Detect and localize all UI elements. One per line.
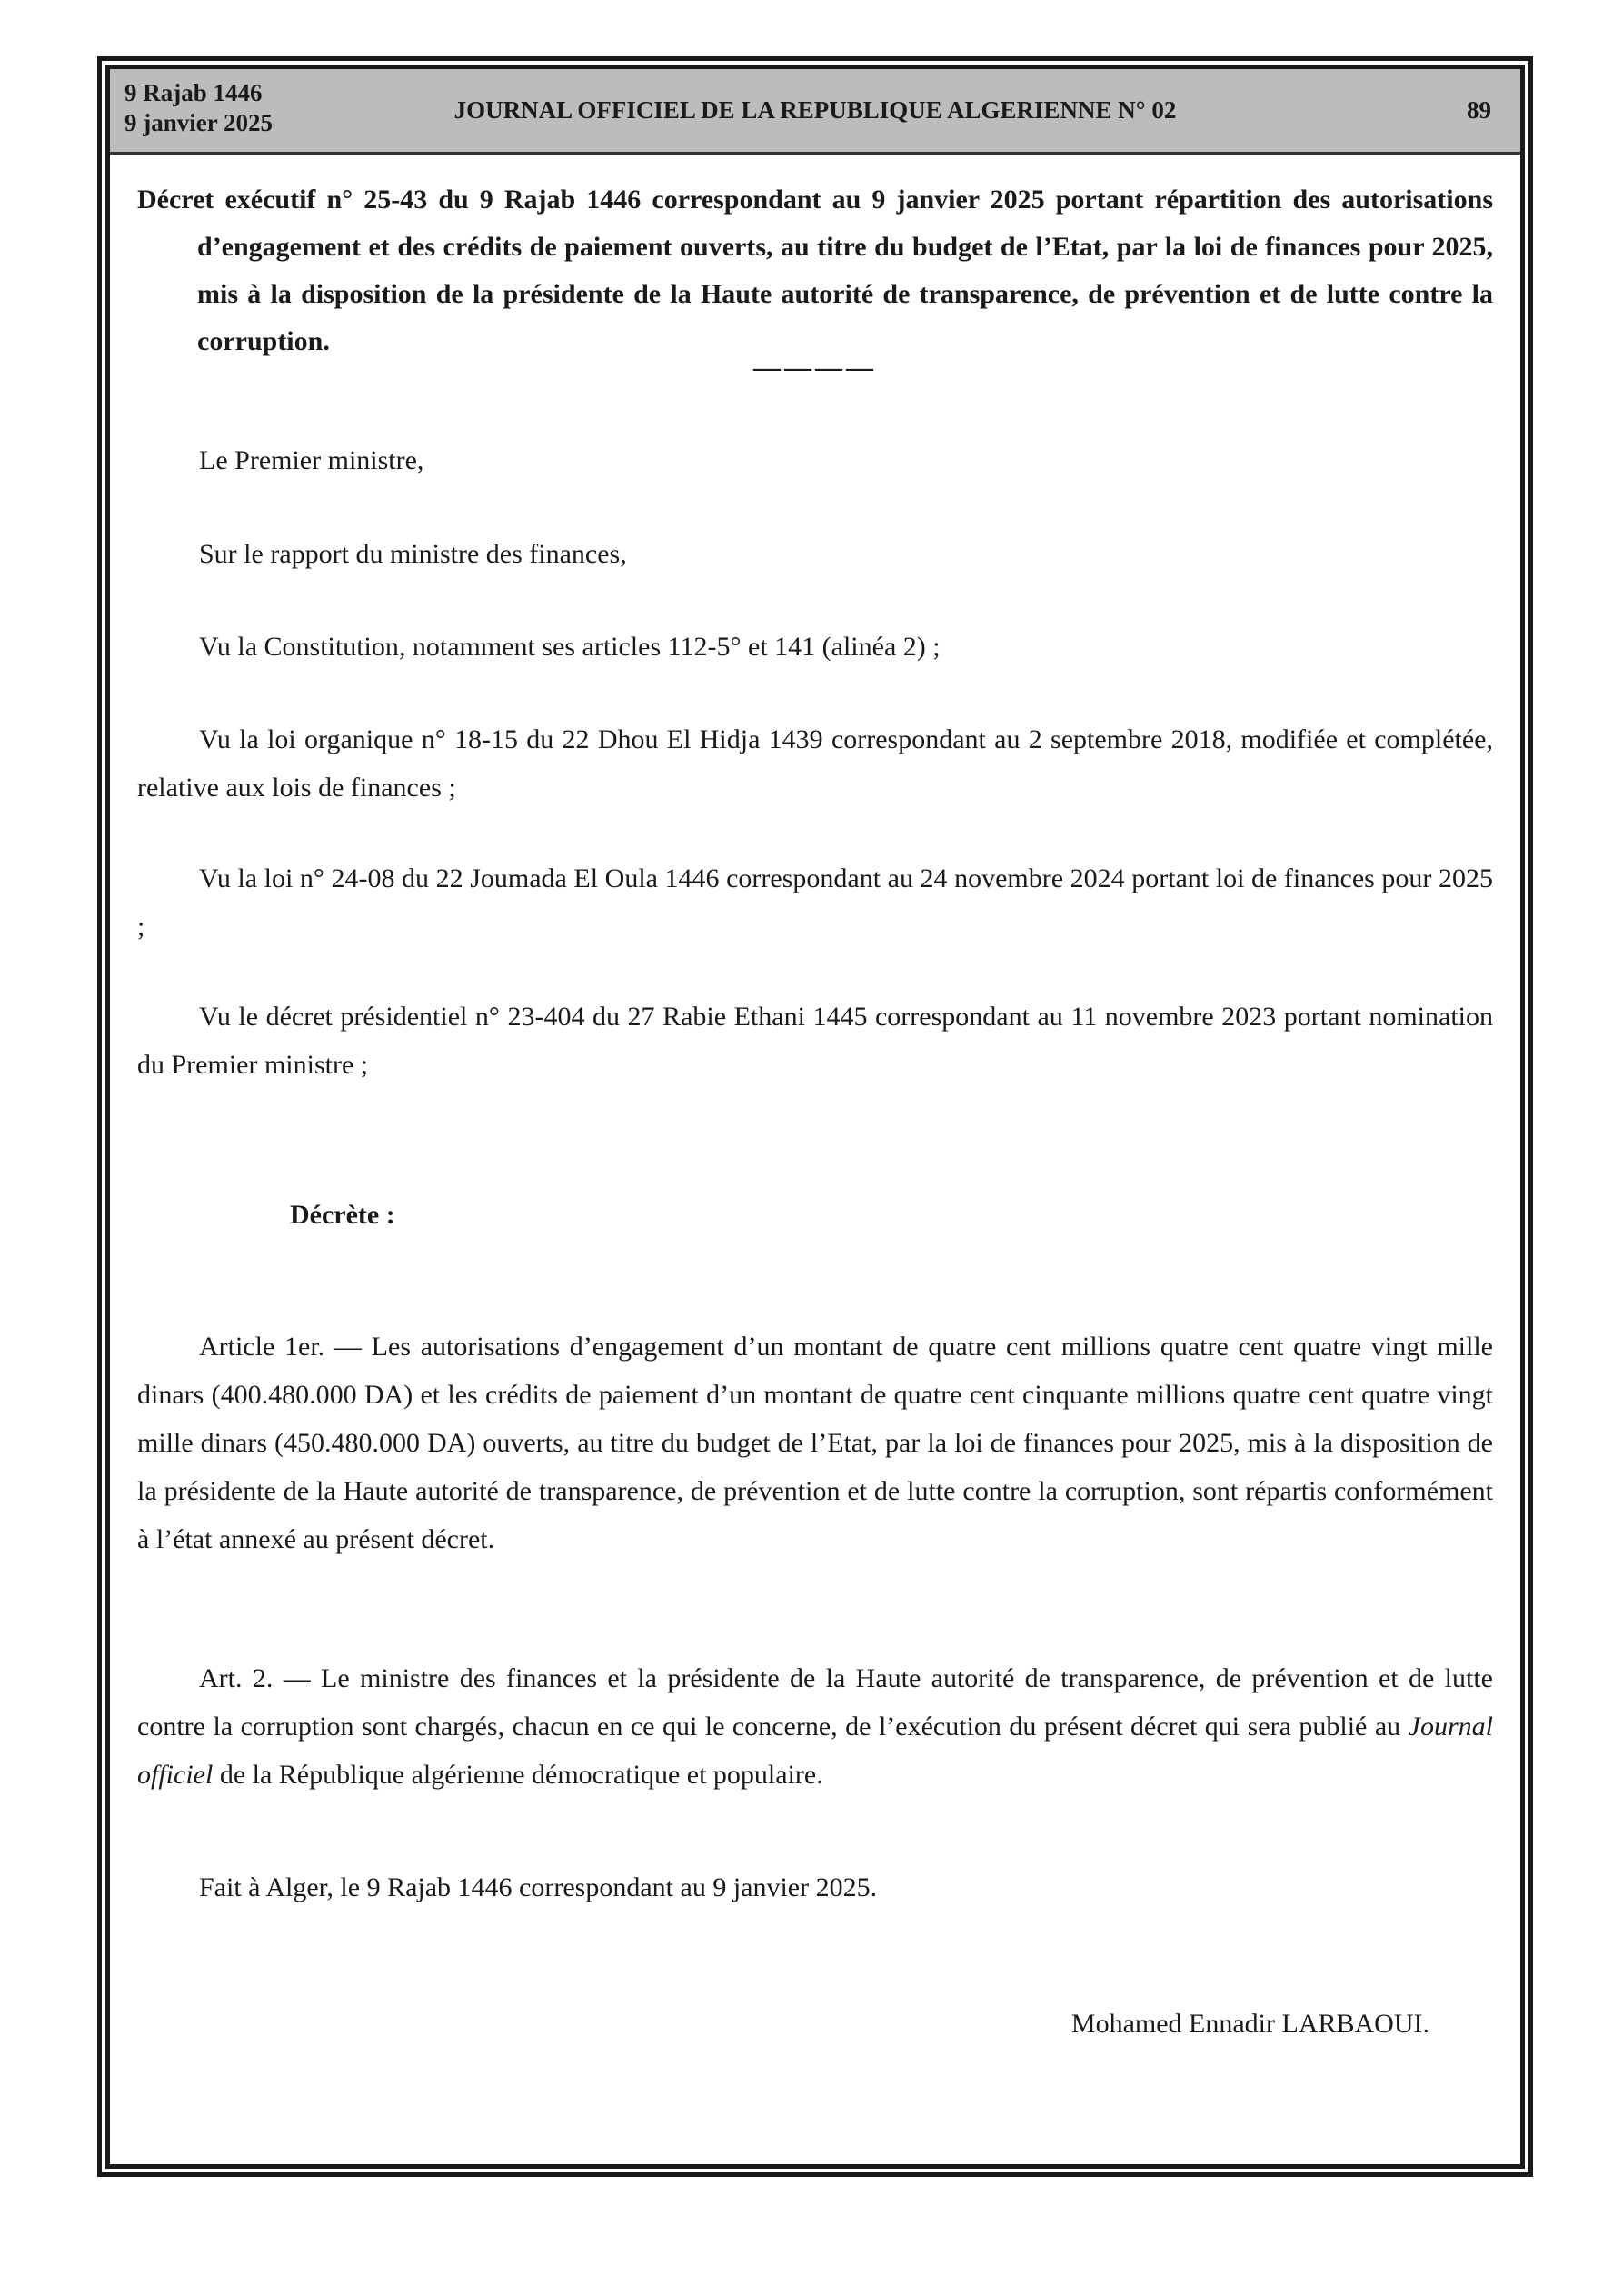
decrete-heading: Décrète :	[290, 1200, 395, 1230]
header-date-gregorian: 9 janvier 2025	[124, 109, 273, 136]
page-border-outer	[97, 56, 1533, 2177]
preamble-line: Le Premier ministre,	[199, 445, 424, 475]
preamble-line: Vu la loi n° 24-08 du 22 Joumada El Oula 1446 correspondant au 24 novembre 2024 portant loi de finances pour 2025 ;	[137, 863, 1493, 942]
journal-officiel-italic: Journal officiel	[137, 1712, 1493, 1790]
header-date-hijri: 9 Rajab 1446	[124, 79, 263, 106]
journal-title: JOURNAL OFFICIEL DE LA REPUBLIQUE ALGERIENNE N° 02	[453, 96, 1177, 124]
page-number: 89	[1467, 96, 1491, 124]
title-separator: ————	[753, 353, 877, 383]
article-1: Article 1er. — Les autorisations d’engagement d’un montant de quatre cent millions quatre cent quatre vingt mille dinars (400.480.000 DA) et les crédits de paiement d’un montant de quatre cent cinquante millions quatre cent quatre vingt mille dinars (450.480.000 DA) ouverts, au titre du budget de l’Etat, par la loi de finances pour 2025, mis à la disposition de la présidente de la Haute autorité de transparence, de prévention et de lutte contre la corruption, sont répartis conformément à l’état annexé au présent décret.	[137, 1332, 1493, 1554]
journal-header	[110, 69, 1520, 155]
preamble-line: Vu le décret présidentiel n° 23-404 du 27 Rabie Ethani 1445 correspondant au 11 novembre 2023 portant nomination du Premier ministre ;	[137, 1002, 1493, 1080]
article-2	[137, 1654, 1493, 1799]
preamble-line: Sur le rapport du ministre des finances,	[199, 539, 627, 569]
preamble-line: Vu la loi organique n° 18-15 du 22 Dhou El Hidja 1439 correspondant au 2 septembre 2018, modifiée et complétée, relative aux lois de finances ;	[137, 724, 1493, 803]
decree-title: Décret exécutif n° 25-43 du 9 Rajab 1446 correspondant au 9 janvier 2025 portant répartition des autorisations d’engagement et des crédits de paiement ouverts, au titre du budget de l’Etat, par la loi de finances pour 2025, mis à la disposition de la présidente de la Haute autorité de transparence, de prévention et de lutte contre la corruption.	[137, 185, 1493, 356]
preamble-line: Vu la Constitution, notamment ses articles 112-5° et 141 (alinéa 2) ;	[199, 632, 941, 662]
page-border-inner	[105, 65, 1525, 2169]
done-at-line: Fait à Alger, le 9 Rajab 1446 correspondant au 9 janvier 2025.	[199, 1872, 878, 1902]
signature: Mohamed Ennadir LARBAOUI.	[1070, 2009, 1429, 2039]
article-2-text: Art. 2. — Le ministre des finances et la présidente de la Haute autorité de transparence, de prévention et de lutte contre la corruption sont chargés, chacun en ce qui le concerne, de l’exécution du présent décret qui sera publié au	[137, 1663, 1493, 1742]
article-2-text-end: de la République algérienne démocratique et populaire.	[213, 1760, 823, 1790]
